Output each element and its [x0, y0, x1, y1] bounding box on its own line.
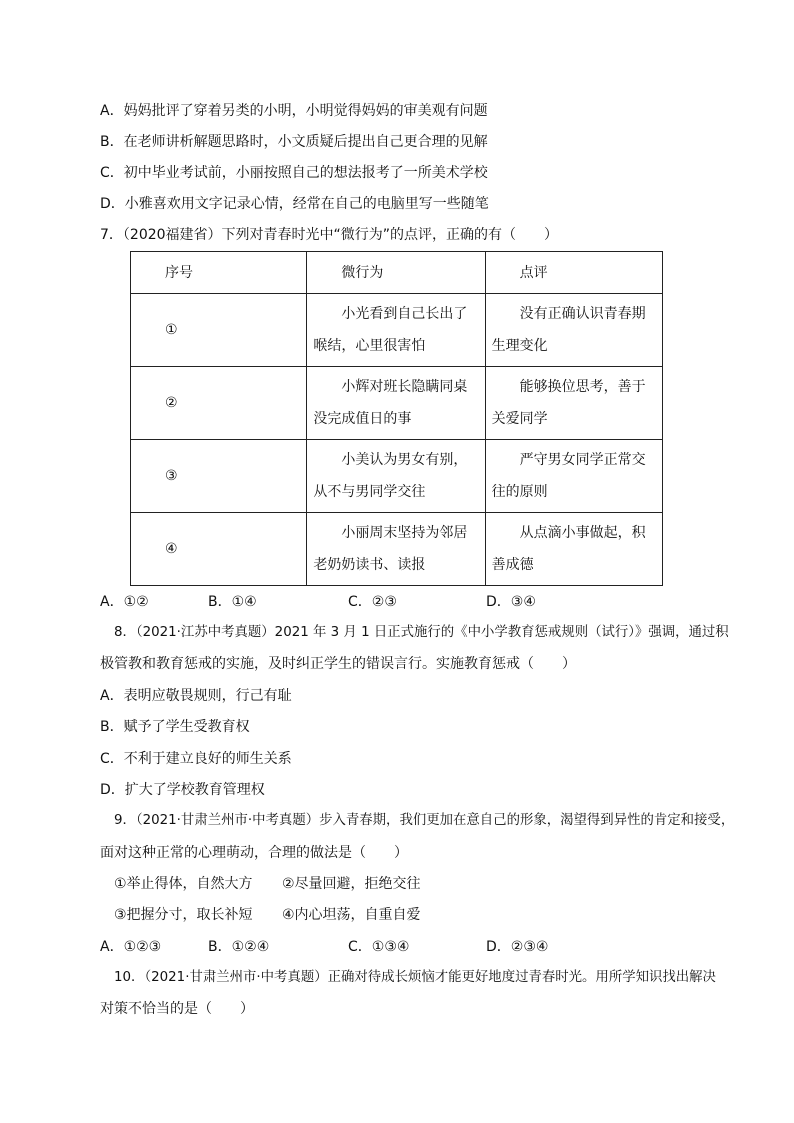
header-index: 序号 [131, 252, 307, 294]
q6-option-b: B．在老师讲析解题思路时，小文质疑后提出自己更合理的见解 [100, 134, 488, 150]
q8-option-c: C．不利于建立良好的师生关系 [100, 751, 292, 767]
q9-item-2: ②尽量回避，拒绝交往 [282, 876, 421, 892]
q7-option-d: D．③④ [486, 594, 536, 610]
q8-option-a: A．表明应敬畏规则，行己有耻 [100, 688, 292, 704]
row-behavior: 小光看到自己长出了喉结，心里很害怕 [307, 294, 485, 367]
q7-stem: 7．（2020福建省）下列对青春时光中“微行为”的点评，正确的有（ ） [100, 227, 559, 243]
q9-item-3: ③把握分寸，取长补短 [114, 907, 253, 923]
q8-option-b: B．赋予了学生受教育权 [100, 719, 250, 735]
row-comment: 没有正确认识青春期生理变化 [485, 294, 662, 367]
row-behavior: 小丽周末坚持为邻居老奶奶读书、读报 [307, 513, 485, 586]
q7-table [130, 251, 663, 586]
q7-option-b: B．①④ [208, 594, 257, 610]
q8-stem-line1: 8．（2021·江苏中考真题）2021 年 3 月 1 日正式施行的《中小学教育惩戒规则（试行）》强调，通过积 [114, 625, 729, 640]
table-row [131, 294, 663, 367]
header-comment: 点评 [485, 252, 662, 294]
q7-option-a: A．①② [100, 594, 149, 610]
q9-item-1: ①举止得体，自然大方 [114, 876, 253, 892]
q9-option-d: D．②③④ [486, 939, 549, 955]
row-comment: 严守男女同学正常交往的原则 [485, 440, 662, 513]
row-behavior: 小辉对班长隐瞒同桌没完成值日的事 [307, 367, 485, 440]
q9-item-4: ④内心坦荡，自重自爱 [282, 907, 421, 923]
q8-stem-line2: 极管教和教育惩戒的实施，及时纠正学生的错误言行。实施教育惩戒（ ） [100, 656, 576, 672]
q9-option-b: B．①②④ [208, 939, 270, 955]
header-behavior: 微行为 [307, 252, 485, 294]
table-header-row [131, 252, 663, 294]
row-comment: 能够换位思考，善于关爱同学 [485, 367, 662, 440]
q9-stem-line2: 面对这种正常的心理萌动，合理的做法是（ ） [100, 845, 408, 861]
q8-option-d: D．扩大了学校教育管理权 [100, 782, 265, 798]
row-behavior: 小美认为男女有别，从不与男同学交往 [307, 440, 485, 513]
q7-option-c: C．②③ [348, 594, 397, 610]
q10-stem-line1: 10．（2021·甘肃兰州市·中考真题）正确对待成长烦恼才能更好地度过青春时光。用所学知识找出解决 [114, 970, 716, 985]
row-index: ② [131, 367, 307, 440]
row-index: ③ [131, 440, 307, 513]
table-row [131, 440, 663, 513]
q6-option-c: C．初中毕业考试前，小丽按照自己的想法报考了一所美术学校 [100, 165, 488, 181]
q10-stem-line2: 对策不恰当的是（ ） [100, 1001, 254, 1017]
row-comment: 从点滴小事做起，积善成德 [485, 513, 662, 586]
q9-option-c: C．①③④ [348, 939, 410, 955]
q6-option-a: A．妈妈批评了穿着另类的小明，小明觉得妈妈的审美观有问题 [100, 103, 488, 119]
row-index: ④ [131, 513, 307, 586]
q6-option-d: D．小雅喜欢用文字记录心情，经常在自己的电脑里写一些随笔 [100, 196, 489, 212]
q9-stem-line1: 9．（2021·甘肃兰州市·中考真题）步入青春期，我们更加在意自己的形象，渴望得到异性的肯定和接受， [114, 813, 735, 828]
table-row [131, 367, 663, 440]
q9-option-a: A．①②③ [100, 939, 162, 955]
row-index: ① [131, 294, 307, 367]
table-row [131, 513, 663, 586]
